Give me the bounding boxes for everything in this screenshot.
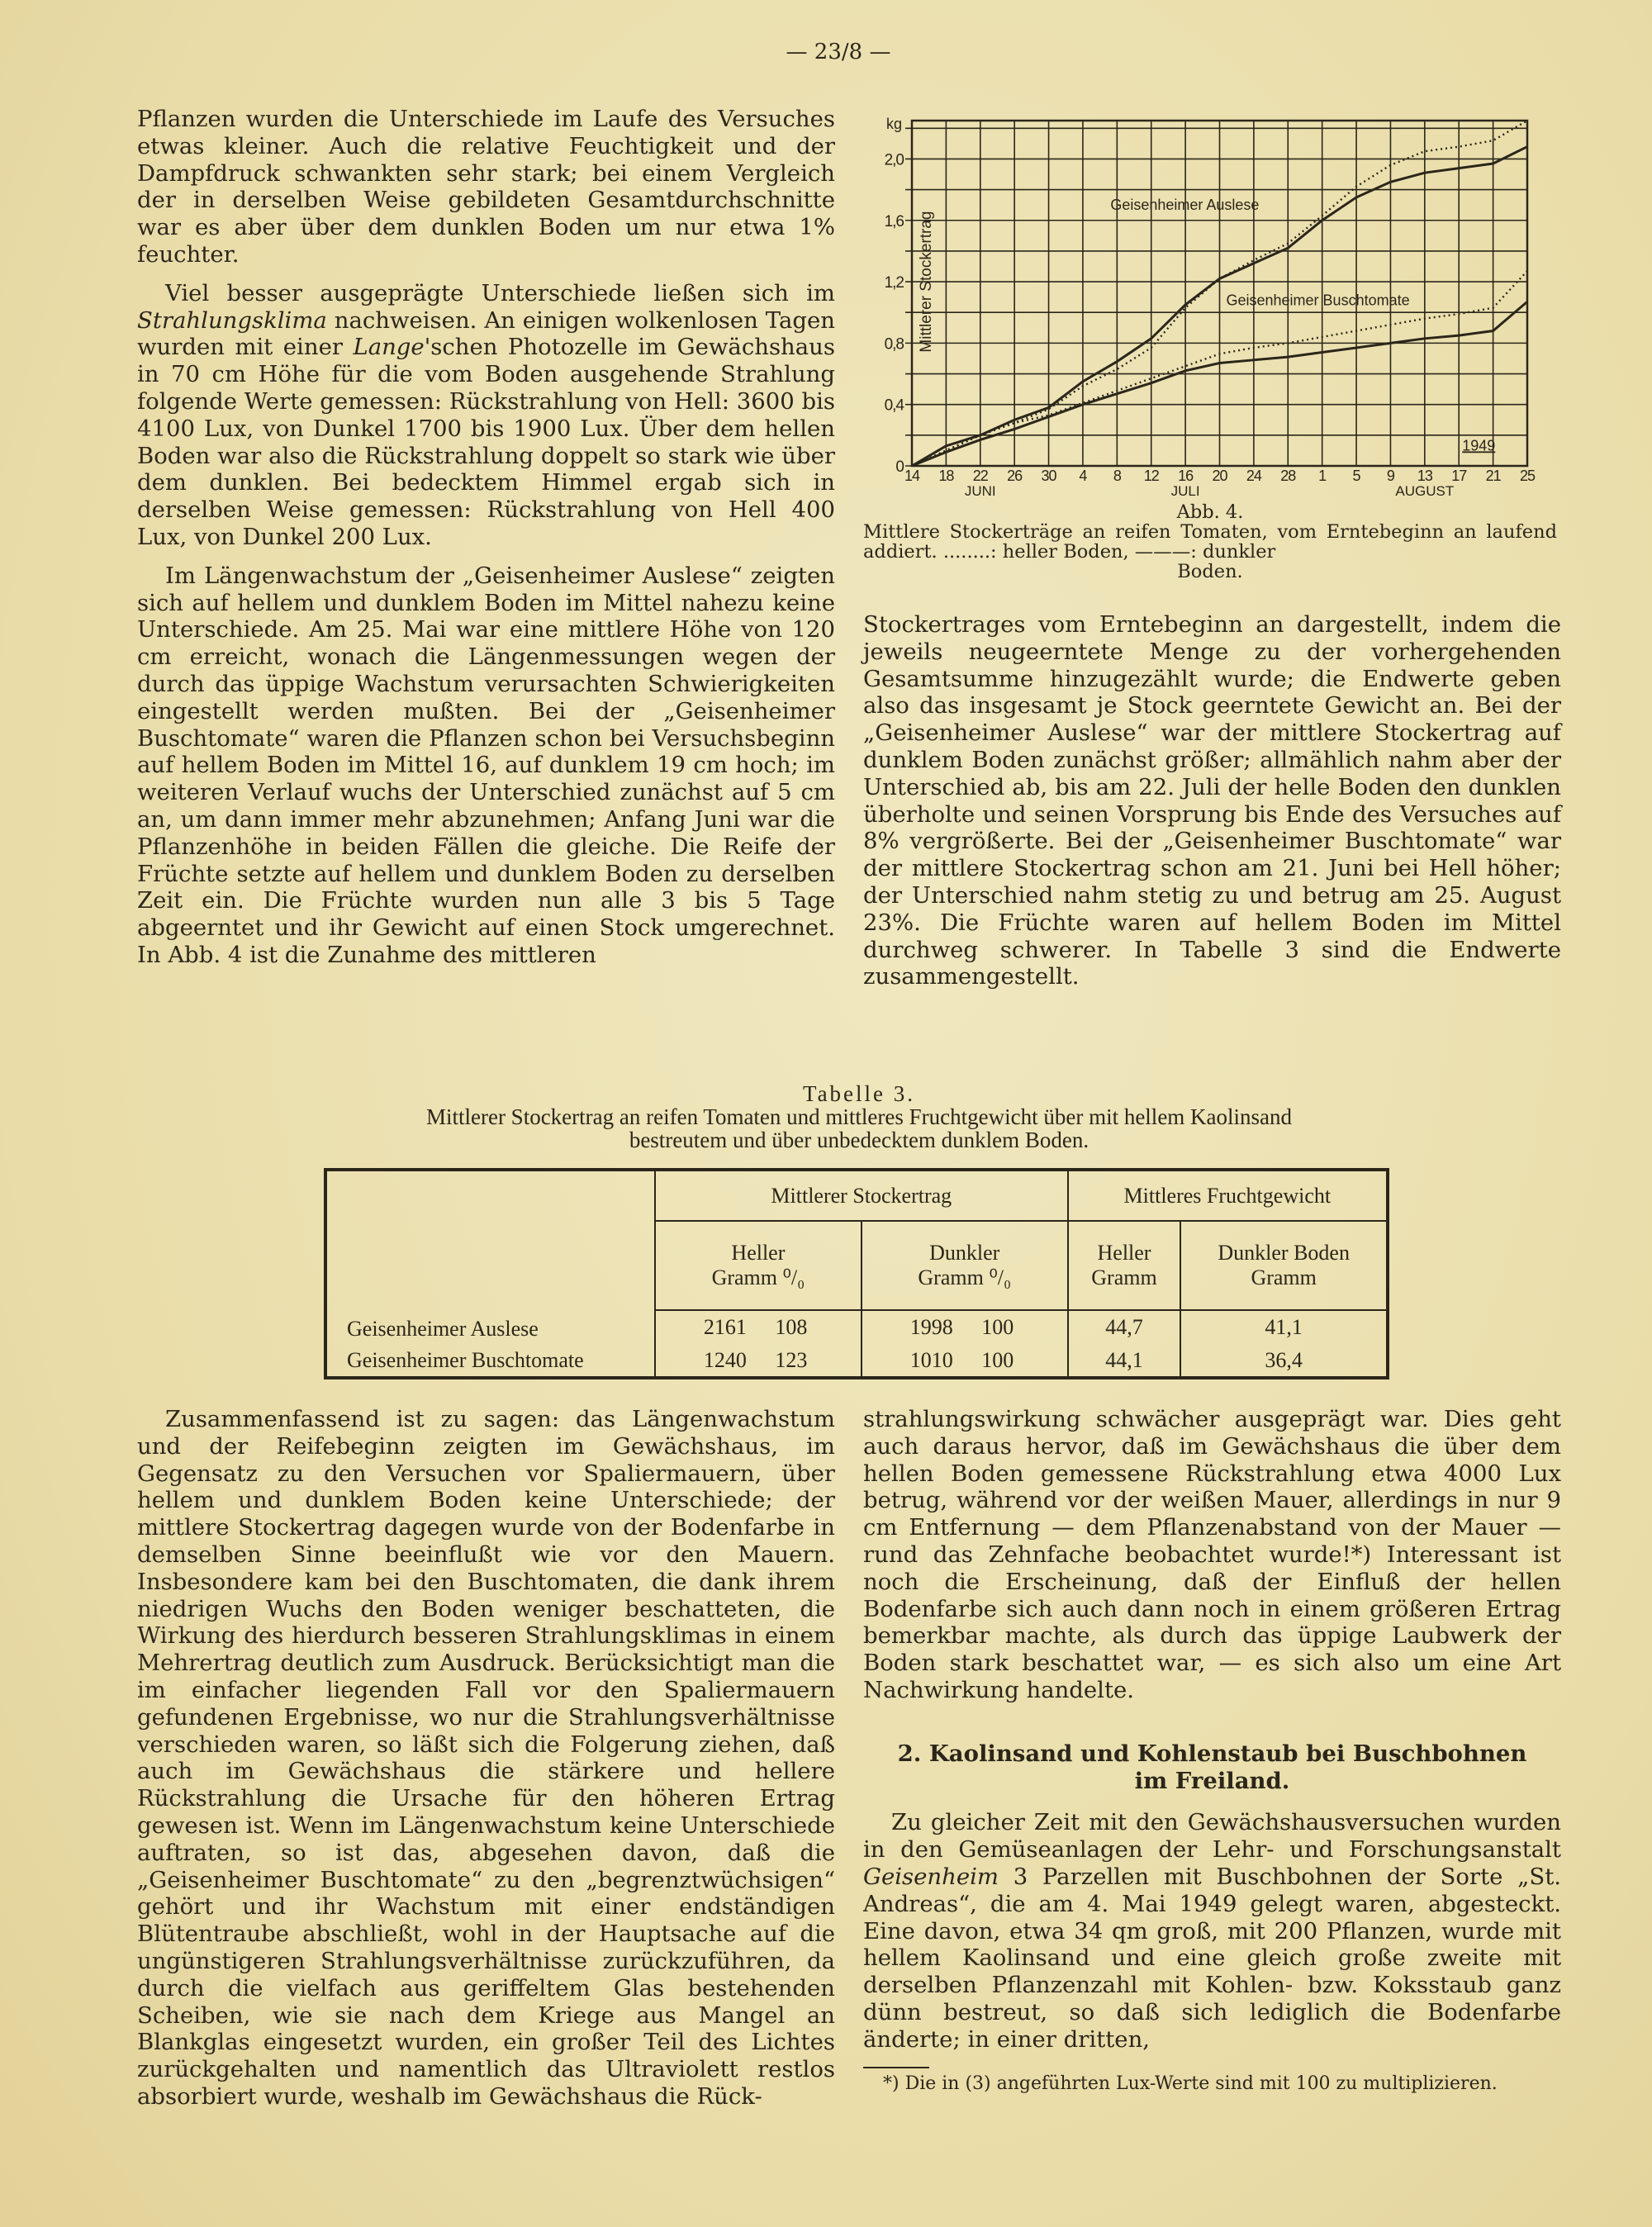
section-heading: 2. Kaolinsand und Kohlenstaub bei Buschbohnen im Freiland. <box>897 1740 1527 1794</box>
month-label: AUGUST <box>1395 483 1455 499</box>
text: Viel besser ausgeprägte Unterschiede ließen sich im <box>165 279 835 306</box>
header-frucht-dunkler <box>1180 1221 1388 1310</box>
table-row <box>325 1345 1388 1378</box>
table-row <box>325 1310 1388 1345</box>
header-line: Gramm <box>1091 1265 1157 1289</box>
x-tick-label: 28 <box>1280 468 1296 484</box>
x-tick-label: 12 <box>1143 468 1159 484</box>
paragraph: Zusammenfassend ist zu sagen: das Längenwachstum und der Reifebeginn zeigten im Gewächshaus, im Gegensatz zu den Versuchen vor Spaliermauern, über hellem und dunklem Boden keine Unterschiede; der mittlere Stockertrag dagegen wurde von der Bodenfarbe in demselben Sinne beeinflußt wie vor den Mauern. Insbesondere kam bei den Buschtomaten, die dank ihrem niedrigen Wuchs den Boden weniger beschatteten, die Wirkung des hierdurch besseren Strahlungsklimas in einem Mehrertrag deutlich zum Ausdruck. Berücksichtigt man die im einfacher liegenden Fall vor den Spaliermauern gefundenen Ergebnisse, wo nur die Strahlungsverhältnisse verschieden waren, so läßt sich die Folgerung ziehen, daß auch im Gewächshaus die stärkere und hellere Rückstrahlung die Ursache für den höheren Ertrag gewesen ist. Wenn im Längenwachstum keine Unterschiede auftraten, so ist das, abgesehen davon, daß die „Geisenheimer Buschtomate“ zu den „begrenztwüchsigen“ gehört und ihr Wachstum mit einer endständigen Blütentraube abschließt, wohl in der Hauptsache auf die ungünstigeren Strahlungsverhältnisse zurückzuführen, da durch die vielfach aus geriffeltem Glas bestehenden Scheiben, wie sie nach dem Kriege aus Mangel an Blankglas eingesetzt wurden, ein großer Teil des Lichtes zurückgehalten und namentlich das Ultraviolett restlos absorbiert wurde, weshalb im Gewächshaus die Rück- <box>137 1406 835 2110</box>
table-caption <box>314 1082 1404 1151</box>
x-tick-label: 26 <box>1007 468 1023 484</box>
y-tick-label: 0,8 <box>884 335 904 354</box>
y-tick-label: 2,0 <box>884 151 904 169</box>
header-dunkler <box>862 1221 1068 1310</box>
value: 100 <box>981 1315 1014 1339</box>
x-tick-label: 22 <box>972 468 988 484</box>
caption-text-end: Boden. <box>1177 561 1243 582</box>
paragraph <box>863 1809 1561 2053</box>
y-tick-label: 0,4 <box>884 396 904 415</box>
page-number: — 23/8 — <box>786 40 891 64</box>
x-tick-label: 9 <box>1386 468 1394 484</box>
table-label: Tabelle 3. <box>802 1081 916 1106</box>
header-heller <box>655 1221 862 1310</box>
cell: 44,7 <box>1068 1310 1181 1345</box>
data-table <box>324 1168 1389 1379</box>
cell: 44,1 <box>1068 1345 1181 1378</box>
x-tick-label: 18 <box>938 468 954 484</box>
month-label: JULI <box>1170 483 1200 499</box>
left-column-top <box>137 106 835 969</box>
series-annotation: Geisenheimer Buschtomate <box>1226 292 1410 309</box>
value: 1010 <box>909 1348 953 1372</box>
header-line: Heller <box>731 1241 786 1265</box>
y-tick-label: 0 <box>895 458 904 476</box>
cell <box>655 1345 862 1378</box>
x-tick-label: 4 <box>1079 468 1087 484</box>
header-line: Gramm ⁰/₀ <box>711 1265 805 1289</box>
value: 1240 <box>703 1348 747 1372</box>
caption-text: Mittlere Stockerträge an reifen Tomaten, vom Erntebeginn an laufend addiert. ........: heller Boden, ———: dunkler <box>863 521 1557 563</box>
italic-term: Geisenheim <box>863 1863 999 1890</box>
value: 123 <box>775 1348 808 1372</box>
cell: 36,4 <box>1180 1345 1388 1378</box>
x-tick-label: 30 <box>1041 468 1056 484</box>
y-tick-label: 1,6 <box>884 212 904 230</box>
x-tick-label: 21 <box>1485 468 1501 484</box>
cell: 41,1 <box>1180 1310 1388 1345</box>
x-tick-label: 1 <box>1318 468 1327 484</box>
header-line: Heller <box>1097 1241 1151 1265</box>
x-tick-label: 13 <box>1417 468 1432 484</box>
footnote-divider <box>863 2067 929 2068</box>
x-tick-label: 5 <box>1352 468 1360 484</box>
table-stub <box>325 1170 655 1310</box>
paragraph: Pflanzen wurden die Unterschiede im Laufe des Versuches etwas kleiner. Auch die relative Feuchtigkeit und der Dampfdruck schwankten sehr stark; bei einem Vergleich der in derselben Weise gebildeten Gesamtdurchschnitte war es aber über dem dunklen Boden um nur etwa 1% feuchter. <box>137 106 835 268</box>
footnote: *) Die in (3) angeführten Lux-Werte sind mit 100 zu multiplizieren. <box>883 2073 1498 2094</box>
year-label: 1949 <box>1462 437 1496 454</box>
text: 'schen Photozelle im Gewächshaus in 70 cm Höhe für die vom Boden ausgehende Strahlung folgende Werte gemessen: Rückstrahlung von Hell: 3600 bis 4100 Lux, von Dunkel 1700 bis 1900 Lux. Über dem hellen Boden war also die Rückstrahlung doppelt so stark wie über dem dunklen. Bei bedecktem Himmel ergab sich in derselben Weise gemessen: Rückstrahlung von Hell 400 Lux, von Dunkel 200 Lux. <box>137 334 835 550</box>
header-line: Gramm <box>1251 1265 1317 1289</box>
x-tick-label: 25 <box>1519 468 1536 484</box>
figure-caption <box>863 502 1557 582</box>
x-tick-label: 17 <box>1451 468 1467 484</box>
x-tick-label: 24 <box>1246 468 1261 484</box>
italic-term: Strahlungsklima <box>137 306 327 334</box>
header-group-stockertrag: Mittlerer Stockertrag <box>655 1170 1068 1221</box>
figure-chart <box>859 107 1553 502</box>
value: 108 <box>775 1315 808 1339</box>
header-line: Dunkler <box>929 1241 1000 1265</box>
text: 3 Parzellen mit Buschbohnen der Sorte „St. Andreas“, die am 4. Mai 1949 gelegt waren, abgesteckt. Eine davon, etwa 34 qm groß, mit 200 Pflanzen, wurde mit hellem Kaolinsand und eine gleich große zweite mit derselben Pflanzenzahl mit Kohlen- bzw. Koksstaub ganz dünn bestreut, so daß sich lediglich die Bodenfarbe änderte; in einer dritten, <box>863 1863 1561 2053</box>
cell <box>862 1310 1068 1345</box>
x-tick-label: 14 <box>904 468 920 484</box>
x-tick-label: 20 <box>1212 468 1227 484</box>
right-column-bottom <box>863 1406 1561 2095</box>
y-unit-label: kg <box>885 116 902 132</box>
cell <box>655 1310 862 1345</box>
right-column-top <box>863 611 1561 990</box>
table-caption-line: Mittlerer Stockertrag an reifen Tomaten und mittleres Fruchtgewicht über mit hellem Kaolinsand <box>425 1104 1293 1129</box>
row-label: Geisenheimer Buschtomate <box>347 1348 584 1372</box>
left-column-bottom <box>137 1406 835 2111</box>
row-label: Geisenheimer Auslese <box>347 1317 539 1341</box>
value: 100 <box>981 1348 1014 1372</box>
header-line: Dunkler Boden <box>1218 1241 1350 1265</box>
cell <box>862 1345 1068 1378</box>
y-axis-label: Mittlerer Stockertrag <box>918 211 935 353</box>
header-frucht-heller <box>1068 1221 1181 1310</box>
figure-label: Abb. 4. <box>1176 501 1244 523</box>
series-annotation: Geisenheimer Auslese <box>1110 197 1260 214</box>
text: nachweisen. An einigen wolkenlosen Tagen wurden mit einer <box>137 306 835 361</box>
paragraph <box>137 280 835 551</box>
x-tick-label: 8 <box>1113 468 1121 484</box>
x-tick-label: 16 <box>1178 468 1194 484</box>
text: Zu gleicher Zeit mit den Gewächshausversuchen wurden in den Gemüseanlagen der Lehr- und Forschungsanstalt <box>863 1809 1561 1864</box>
header-group-fruchtgewicht: Mittleres Fruchtgewicht <box>1068 1170 1388 1221</box>
italic-term: Lange <box>353 334 425 361</box>
month-label: JUNI <box>964 483 996 499</box>
value: 1998 <box>909 1315 953 1339</box>
paragraph: Stockertrages vom Erntebeginn an dargestellt, indem die jeweils neugeerntete Menge zu der vorhergehenden Gesamtsumme hinzugezählt wurde; die Endwerte geben also das insgesamt je Stock geerntete Gewicht an. Bei der „Geisenheimer Auslese“ war der mittlere Stockertrag auf dunklem Boden zunächst größer; allmählich nahm aber der Unterschied ab, bis am 22. Juli der helle Boden den dunklen überholte und seinen Vorsprung bis Ende des Versuches auf 8% vergrößerte. Bei der „Geisenheimer Buschtomate“ war der mittlere Stockertrag schon am 21. Juni bei Hell höher; der Unterschied nahm stetig zu und betrug am 25. August 23%. Die Früchte waren auf hellem Boden im Mittel durchweg schwerer. In Tabelle 3 sind die Endwerte zusammengestellt. <box>863 611 1561 990</box>
y-tick-label: 1,2 <box>884 274 904 292</box>
paragraph: strahlungswirkung schwächer ausgeprägt war. Dies geht auch daraus hervor, daß im Gewächshaus die über dem hellen Boden gemessene Rückstrahlung etwa 4000 Lux betrug, während vor der weißen Mauer, allerdings in nur 9 cm Entfernung — dem Pflanzenabstand von der Mauer — rund das Zehnfache beobachtet wurde!*) Interessant ist noch die Erscheinung, daß der Einfluß der hellen Bodenfarbe sich auch dann noch in einem größeren Ertrag bemerkbar machte, als durch das üppige Laubwerk der Boden stark beschattet war, — es sich also um eine Art Nachwirkung handelte. <box>863 1406 1561 1703</box>
value: 2161 <box>703 1315 747 1339</box>
header-line: Gramm ⁰/₀ <box>918 1265 1012 1289</box>
paragraph: Im Längenwachstum der „Geisenheimer Auslese“ zeigten sich auf hellem und dunklem Boden im Mittel nahezu keine Unterschiede. Am 25. Mai war eine mittlere Höhe von 120 cm erreicht, wonach die Längenmessungen wegen der durch das üppige Wachstum verursachten Schwierigkeiten eingestellt werden mußten. Bei der „Geisenheimer Buschtomate“ waren die Pflanzen schon bei Versuchsbeginn auf hellem Boden im Mittel 16, auf dunklem 19 cm hoch; im weiteren Verlauf wuchs der Unterschied zunächst auf 5 cm an, um dann immer mehr abzunehmen; Anfang Juni war die Pflanzenhöhe in beiden Fällen die gleiche. Die Reife der Früchte setzte auf hellem und dunklem Boden zu derselben Zeit ein. Die Früchte wurden nun alle 3 bis 5 Tage abgeerntet und ihr Gewicht auf einen Stock umgerechnet. In Abb. 4 ist die Zunahme des mittleren <box>137 562 835 968</box>
table-caption-line: bestreutem und über unbedecktem dunklem Boden. <box>629 1128 1089 1152</box>
